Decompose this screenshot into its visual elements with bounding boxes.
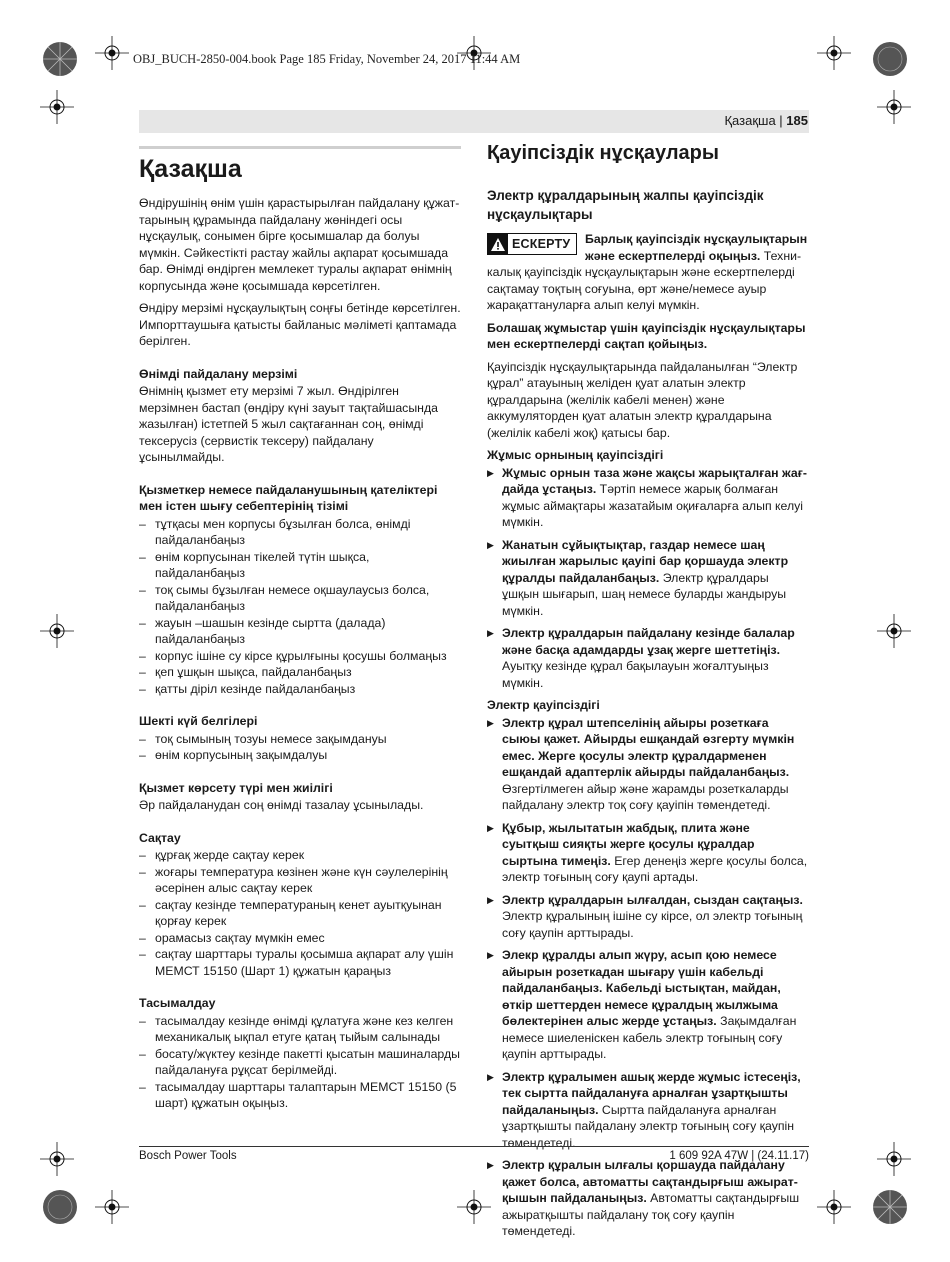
intro-paragraph: Өндірушінің өнім үшін қарастырылған пайдалану құжат-тарының құрамында пайдалану жөніндегі осы нұсқаулық, сонымен бірге қосымшалар да болуы мүмкін. Сәйкестікті растау жайлы ақпарат қосымшада бар. Өнімді өндірген мемлекет туралы ақпарат өнімнің корпусында және қосымшада көрсетілген. bbox=[139, 196, 460, 293]
crosshair-mark bbox=[877, 614, 911, 648]
footer-code: 1 609 92A 47W | (24.11.17) bbox=[669, 1150, 809, 1162]
list-item: – тасымалдау кезінде өнімді құлатуға және кез келген механикалық ықпал етуге қатаң тыйым салынады bbox=[139, 1013, 461, 1046]
safety-list bbox=[487, 465, 809, 692]
left-column bbox=[139, 146, 461, 1118]
safety-item: ▶ Электр құрал штепселінің айыры розеткаға сыюы қажет. Айырды ешқандай өзгерту мүмкін емес. Жерге қосулы электр құралдарменен ешқандай адаптерлік айырды пайдаланбаңыз. Өзгертілмеген айыр және жарамды розеткаларды пайдалану электр тоқ соғу қауіпін төмендетеді. bbox=[487, 715, 809, 814]
section-heading: Қызмет көрсету түрі мен жиілігі bbox=[139, 780, 333, 795]
crosshair-mark bbox=[40, 90, 74, 124]
list-item: – тоқ сымы бұзылған немесе оқшаулаусыз болса, пайдаланбаңыз bbox=[139, 582, 461, 615]
section-heading: Қызметкер немесе пайдаланушының қателіктері мен істен шығу себептерінің тізімі bbox=[139, 482, 438, 513]
list-item: – өнім корпусының зақымдалуы bbox=[139, 747, 461, 764]
print-header: OBJ_BUCH-2850-004.book Page 185 Friday, November 24, 2017 11:44 AM bbox=[133, 52, 521, 66]
registration-mark-bottom-right bbox=[867, 1184, 913, 1230]
safety-subtitle: Электр құралдарының жалпы қауіпсіздік нұсқаулықтары bbox=[487, 188, 764, 222]
section-heading: Сақтау bbox=[139, 830, 181, 845]
list-item: – құрғақ жерде сақтау керек bbox=[139, 847, 461, 864]
list-item: – тұтқасы мен корпусы бұзылған болса, өнімді пайдаланбаңыз bbox=[139, 516, 461, 549]
crosshair-mark bbox=[877, 1142, 911, 1176]
page-header-bar bbox=[139, 110, 809, 133]
group-heading: Жұмыс орнының қауіпсіздігі bbox=[487, 448, 664, 462]
safety-item: ▶ Жұмыс орнын таза және жақсы жарықталған жағ-дайда ұстаңыз. Тәртіп немесе жарық болмаған жұмыс аймақтары жазатайым оқиғаларға алып келуі мүмкін. bbox=[487, 465, 809, 531]
safety-item: ▶ Электр құралымен ашық жерде жұмыс істесеңіз, тек сыртта пайдалануға арналған ұзартқышты пайдаланыңыз. Сыртта пайдалануға арналған ұзартқышты пайдалану электр тоғының соғу қаупін төмендетеді. bbox=[487, 1069, 809, 1152]
list-item: – тасымалдау шарттары талаптарын МЕМСТ 15150 (5 шарт) құжатын оқыңыз. bbox=[139, 1079, 461, 1112]
safety-title: Қауіпсіздік нұсқаулары bbox=[487, 142, 719, 164]
dash-list bbox=[139, 516, 461, 698]
crosshair-mark bbox=[817, 1190, 851, 1224]
page-title: Қазақша bbox=[139, 155, 242, 183]
list-item: – босату/жүктеу кезінде пакетті қысатын машиналарды пайдалануға рұқсат берілмейді. bbox=[139, 1046, 461, 1079]
registration-mark-top-left bbox=[37, 36, 83, 82]
list-item: – қеп ұшқын шықса, пайдаланбаңыз bbox=[139, 664, 461, 681]
crosshair-mark bbox=[95, 1190, 129, 1224]
list-item: – өнім корпусынан тікелей түтін шықса, пайдаланбаңыз bbox=[139, 549, 461, 582]
warning-badge bbox=[487, 233, 577, 255]
section-heading: Тасымалдау bbox=[139, 996, 216, 1010]
dash-list bbox=[139, 1013, 461, 1112]
page-number: 185 bbox=[786, 113, 808, 128]
section-text: Әр пайдаланудан соң өнімді тазалау ұсынылады. bbox=[139, 798, 424, 812]
crosshair-mark bbox=[40, 614, 74, 648]
registration-mark-bottom-left bbox=[37, 1184, 83, 1230]
warning-text: Техни-калық қауіпсіздік нұсқаулықтарын және ескертпелерді сақтамау тоқтың соғуына, өрт және/немесе ауыр жарақаттануларға алып келуі мүмкін. bbox=[487, 248, 802, 312]
section-heading: Шекті күй белгілері bbox=[139, 714, 258, 728]
list-item: – сақтау шарттары туралы қосымша ақпарат алу үшін МЕМСТ 15150 (Шарт 1) құжатын қараңыз bbox=[139, 946, 461, 979]
term-paragraph: Қауіпсіздік нұсқаулықтарында пайдаланылған “Электр құрал” атауының желіден қуат алатын электр құралдарына (желілік кабелі менен) және аккумуляторден қуат алатын электр құралдарына (желілік кабелі жоқ) қатысы бар. bbox=[487, 359, 798, 440]
dash-list bbox=[139, 731, 461, 764]
warning-triangle-icon bbox=[488, 234, 508, 254]
footer-brand: Bosch Power Tools bbox=[139, 1150, 237, 1162]
page-header-label: Қазақша | 185 bbox=[724, 113, 808, 128]
crosshair-mark bbox=[95, 36, 129, 70]
safety-item: ▶ Элекр құралды алып жүру, асып қою немесе айырын розеткадан шығару үшін кабельді пайдаланбаңыз. Кабельді ыстықтан, майдан, өткір шеттерден немесе құралдың жылжыма бөлектерінен алыс жерде ұстаңыз. Зақымдалған немесе шиеленіскен кабель электр тоғының соғу қаупін арттырады. bbox=[487, 947, 809, 1063]
safety-item: ▶ Электр құралын ылғалы қоршауда пайдалану қажет болса, автоматты сақтандырғыш ажырат-қышын пайдаланыңыз. Автоматты сақтандырғыш ажыратқышты пайдалану тоқ соғу қаупін төмендетеді. bbox=[487, 1157, 809, 1240]
list-item: – тоқ сымының тозуы немесе зақымдануы bbox=[139, 731, 461, 748]
list-item: – жауын –шашын кезінде сыртта (далада) пайдаланбаңыз bbox=[139, 615, 461, 648]
safety-item: ▶ Жанатын сұйықтықтар, газдар немесе шаң жиылған жарылыс қауіпі бар қоршауда электр құралды пайдаланбаңыз. Электр құралдары ұшқын шығарып, шаң немесе буларды жандыруы мүмкін. bbox=[487, 537, 809, 620]
crosshair-mark bbox=[40, 1142, 74, 1176]
crosshair-mark bbox=[877, 90, 911, 124]
list-item: – сақтау кезінде температураның кенет ауытқуынан қорғау керек bbox=[139, 897, 461, 930]
section-text: Өнімнің қызмет ету мерзімі 7 жыл. Өндірілген мерзімнен бастап (өндіру күні зауыт тақтайшасында жазылған) істетпей 5 жыл сақтағаннан соң, өнімді тексерусіз (сервистік тексеру) пайдалану ұсынылмайды. bbox=[139, 384, 438, 464]
intro-paragraph: Өндіру мерзімі нұсқаулықтың соңғы бетінде көрсетілген. Импорттаушыға қатысты байланыс мәліметі қаптамада берілген. bbox=[139, 301, 461, 348]
list-item: – жоғары температура көзінен және күн сәулелерінің әсерінен алыс сақтау керек bbox=[139, 864, 461, 897]
header-language: Қазақша bbox=[724, 113, 776, 128]
title-rule bbox=[139, 146, 461, 149]
group-heading: Электр қауіпсіздігі bbox=[487, 698, 600, 712]
list-item: – қатты діріл кезінде пайдаланбаңыз bbox=[139, 681, 461, 698]
crosshair-mark bbox=[817, 36, 851, 70]
right-column bbox=[487, 140, 809, 1246]
safety-item: ▶ Электр құралдарын пайдалану кезінде балалар және басқа адамдарды ұзақ жерге шеттетіңіз. Ауытқу кезінде құрал бақылауын жоғалтуыңыз мүмкін. bbox=[487, 625, 809, 691]
warning-label: ЕСКЕРТУ bbox=[512, 236, 571, 251]
dash-list bbox=[139, 847, 461, 979]
section-heading: Өнімді пайдалану мерзімі bbox=[139, 366, 298, 381]
list-item: – орамасыз сақтау мүмкін емес bbox=[139, 930, 461, 947]
safety-item: ▶ Электр құралдарын ылғалдан, сыздан сақтаңыз. Электр құралының ішіне су кірсе, ол электр тоғының соғу қаупін арттырады. bbox=[487, 892, 809, 942]
list-item: – корпус ішіне су кірсе құрылғыны қосушы болмаңыз bbox=[139, 648, 461, 665]
warning-bold-text: Барлық қауіпсіздік нұсқаулықтарын және ескертпелерді оқыңыз. bbox=[585, 232, 808, 263]
registration-mark-top-right bbox=[867, 36, 913, 82]
keep-instructions: Болашақ жұмыстар үшін қауіпсіздік нұсқаулықтары мен ескертпелерді сақтап қойыңыз. bbox=[487, 320, 806, 351]
warning-block bbox=[487, 231, 809, 314]
safety-item: ▶ Құбыр, жылытатын жабдық, плита және суытқыш сияқты жерге қосулы құралдар сыртына тимеңіз. Егер денеңіз жерге қосулы болса, электр тоғының соғу қаупі артады. bbox=[487, 820, 809, 886]
crosshair-mark bbox=[457, 1190, 491, 1224]
footer-rule bbox=[139, 1146, 809, 1147]
